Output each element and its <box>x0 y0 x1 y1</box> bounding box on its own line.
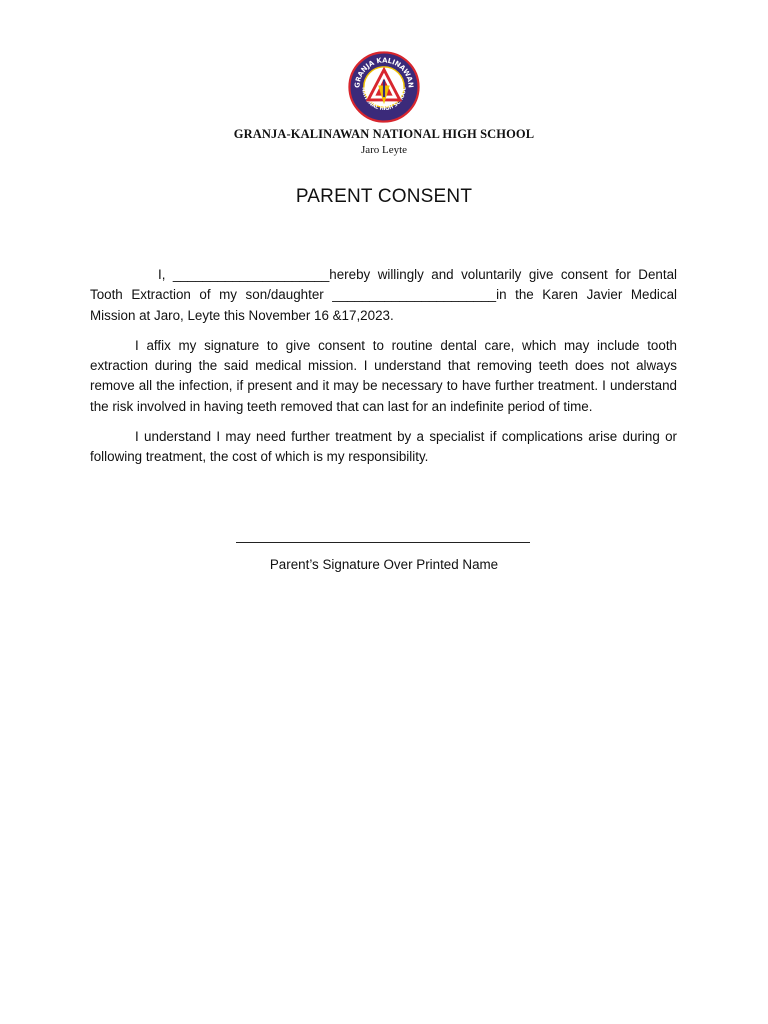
consent-paragraph-3: I understand I may need further treatment by a specialist if complications arise during or following treatment, the cost of which is my responsibility. <box>90 429 677 465</box>
consent-paragraph-1: I, _____________________hereby willingly and voluntarily give consent for Dental Tooth Extraction of my son/daughter ______________________in the Karen Javier Medical Mission at Jaro, Leyte this November 16 &17,2023. <box>90 267 677 323</box>
school-name: GRANJA-KALINAWAN NATIONAL HIGH SCHOOL <box>233 127 535 141</box>
consent-paragraph-2: I affix my signature to give consent to routine dental care, which may include tooth extraction during the said medical mission. I understand that removing teeth does not always remove all the infection, if present and it may be necessary to have further treatment. I understand the risk involved in having teeth removed that can last for an indefinite period of time. <box>90 337 677 414</box>
consent-body <box>90 265 677 478</box>
seal-text-top: GRANJA KALINAWAN <box>353 56 415 89</box>
school-location: Jaro Leyte <box>360 144 408 156</box>
school-seal-logo <box>348 51 420 123</box>
document-title: PARENT CONSENT <box>295 186 473 207</box>
seal-text-bottom: NATIONAL HIGH SCHOOL <box>360 87 408 113</box>
signature-label: Parent’s Signature Over Printed Name <box>269 557 499 572</box>
signature-line <box>236 542 530 543</box>
